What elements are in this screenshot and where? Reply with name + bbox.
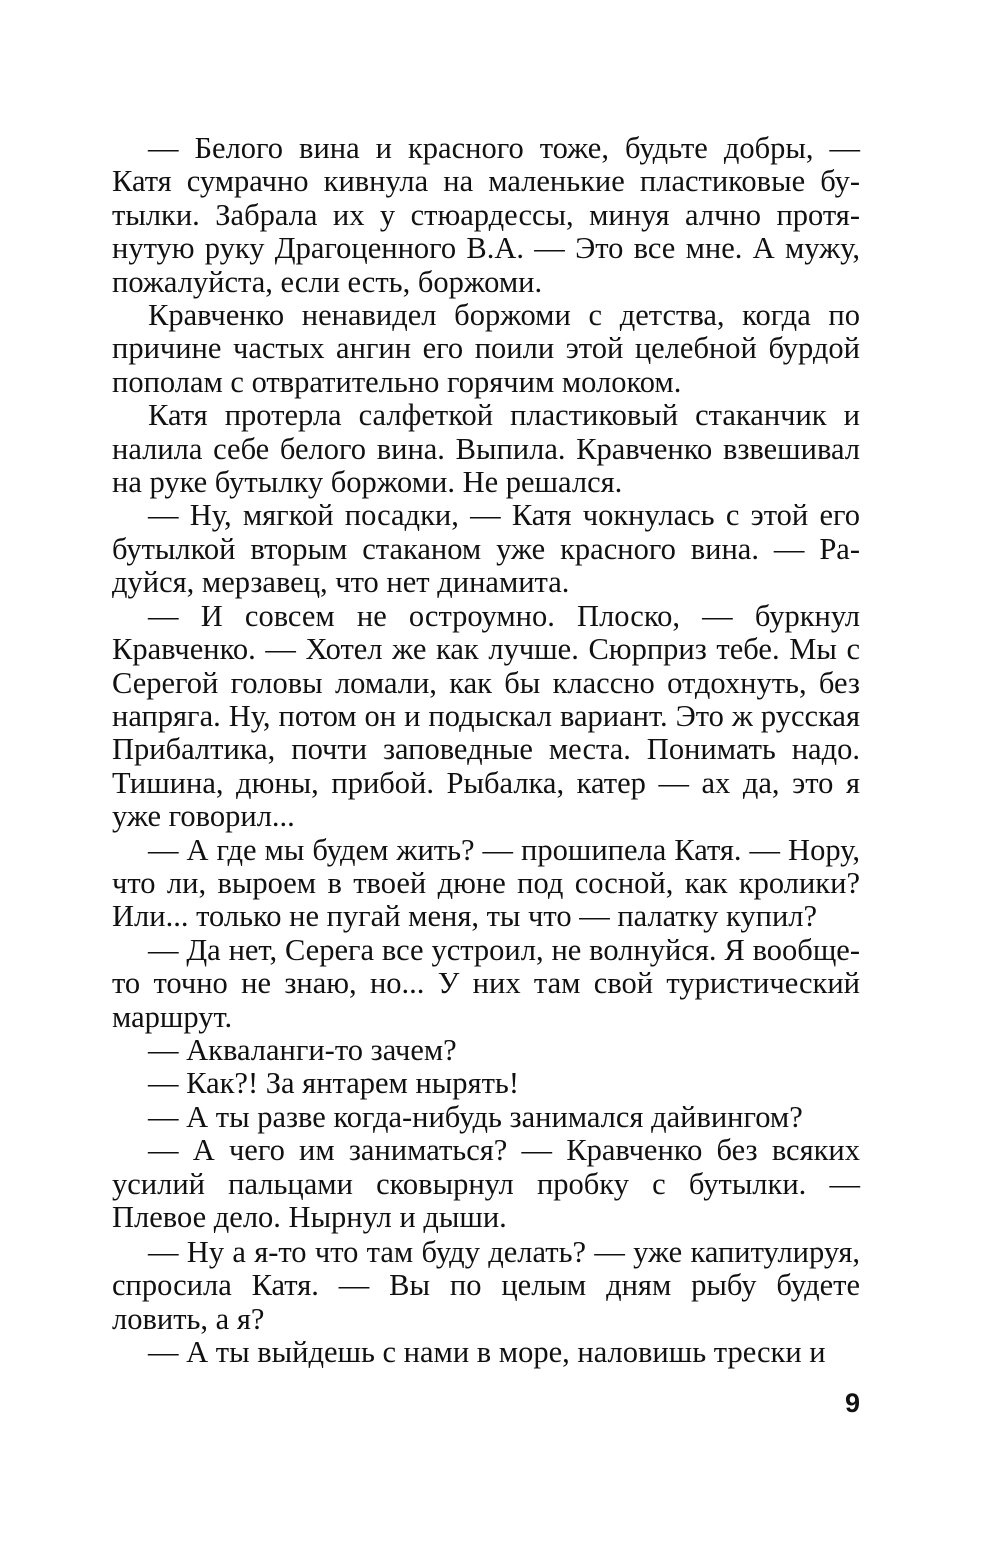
body-text-upper [112, 132, 860, 1234]
paragraph: — А где мы будем жить? — прошипела Катя. — Нору, что ли, выроем в твоей дюне под сосной, как кролики? Или... только не пугай меня, ты что — палатку купил? [112, 832, 860, 934]
body-text-lower [112, 1236, 860, 1370]
paragraph: — Да нет, Серега все устроил, не волнуйся. Я вообще-то точно не знаю, но... У них там свой туристический маршрут. [112, 932, 860, 1034]
paragraph: — А чего им заниматься? — Кравченко без всяких усилий пальцами сковырнул пробку с бутылки. — Плевое дело. Нырнул и дыши. [112, 1133, 860, 1234]
page-number: 9 [844, 1388, 860, 1418]
paragraph: — Ну, мягкой посадки, — Катя чокнулась с этой его бутылкой вторым стаканом уже красного вина. — Радуйся, мерзавец, что нет динамита. [112, 498, 860, 600]
paragraph: — Акваланги-то зачем? [148, 1032, 457, 1067]
paragraph: Катя протерла салфеткой пластиковый стаканчик и налила себе белого вина. Выпила. Кравченко взвешивал на руке бутылку боржоми. Не решался. [112, 398, 860, 500]
paragraph: — А ты выйдешь с нами в море, наловишь трески и [148, 1335, 826, 1370]
paragraph: — И совсем не остроумно. Плоско, — буркнул Кравченко. — Хотел же как лучше. Сюрприз тебе. Мы с Серегой головы ломали, как бы классно отдохнуть, без напряга. Ну, потом он и подыскал вариант. Это ж русская Прибалтика, почти заповедные места. Понимать надо. Тишина, дюны, прибой. Рыбалка, катер — ах да, это я уже говорил... [112, 598, 860, 834]
paragraph: Кравченко ненавидел боржоми с детства, когда по причине частых ангин его поили этой целебной бурдой пополам с отвратительно горячим молоком. [112, 298, 860, 399]
paragraph: — Ну а я-то что там буду делать? — уже капитулируя, спросила Катя. — Вы по целым дням рыбу будете ловить, а я? [112, 1235, 860, 1336]
paragraph: — Белого вина и красного тоже, будьте добры, — Катя сумрачно кивнула на маленькие пластиковые бутылки. Забрала их у стюардессы, минуя алчно протянутую руку Драгоценного В.А. — Это все мне. А мужу, пожалуйста, если есть, боржоми. [112, 131, 860, 299]
paragraph: — А ты разве когда-нибудь занимался дайвингом? [148, 1099, 803, 1134]
paragraph: — Как?! За янтарем нырять! [148, 1066, 519, 1101]
